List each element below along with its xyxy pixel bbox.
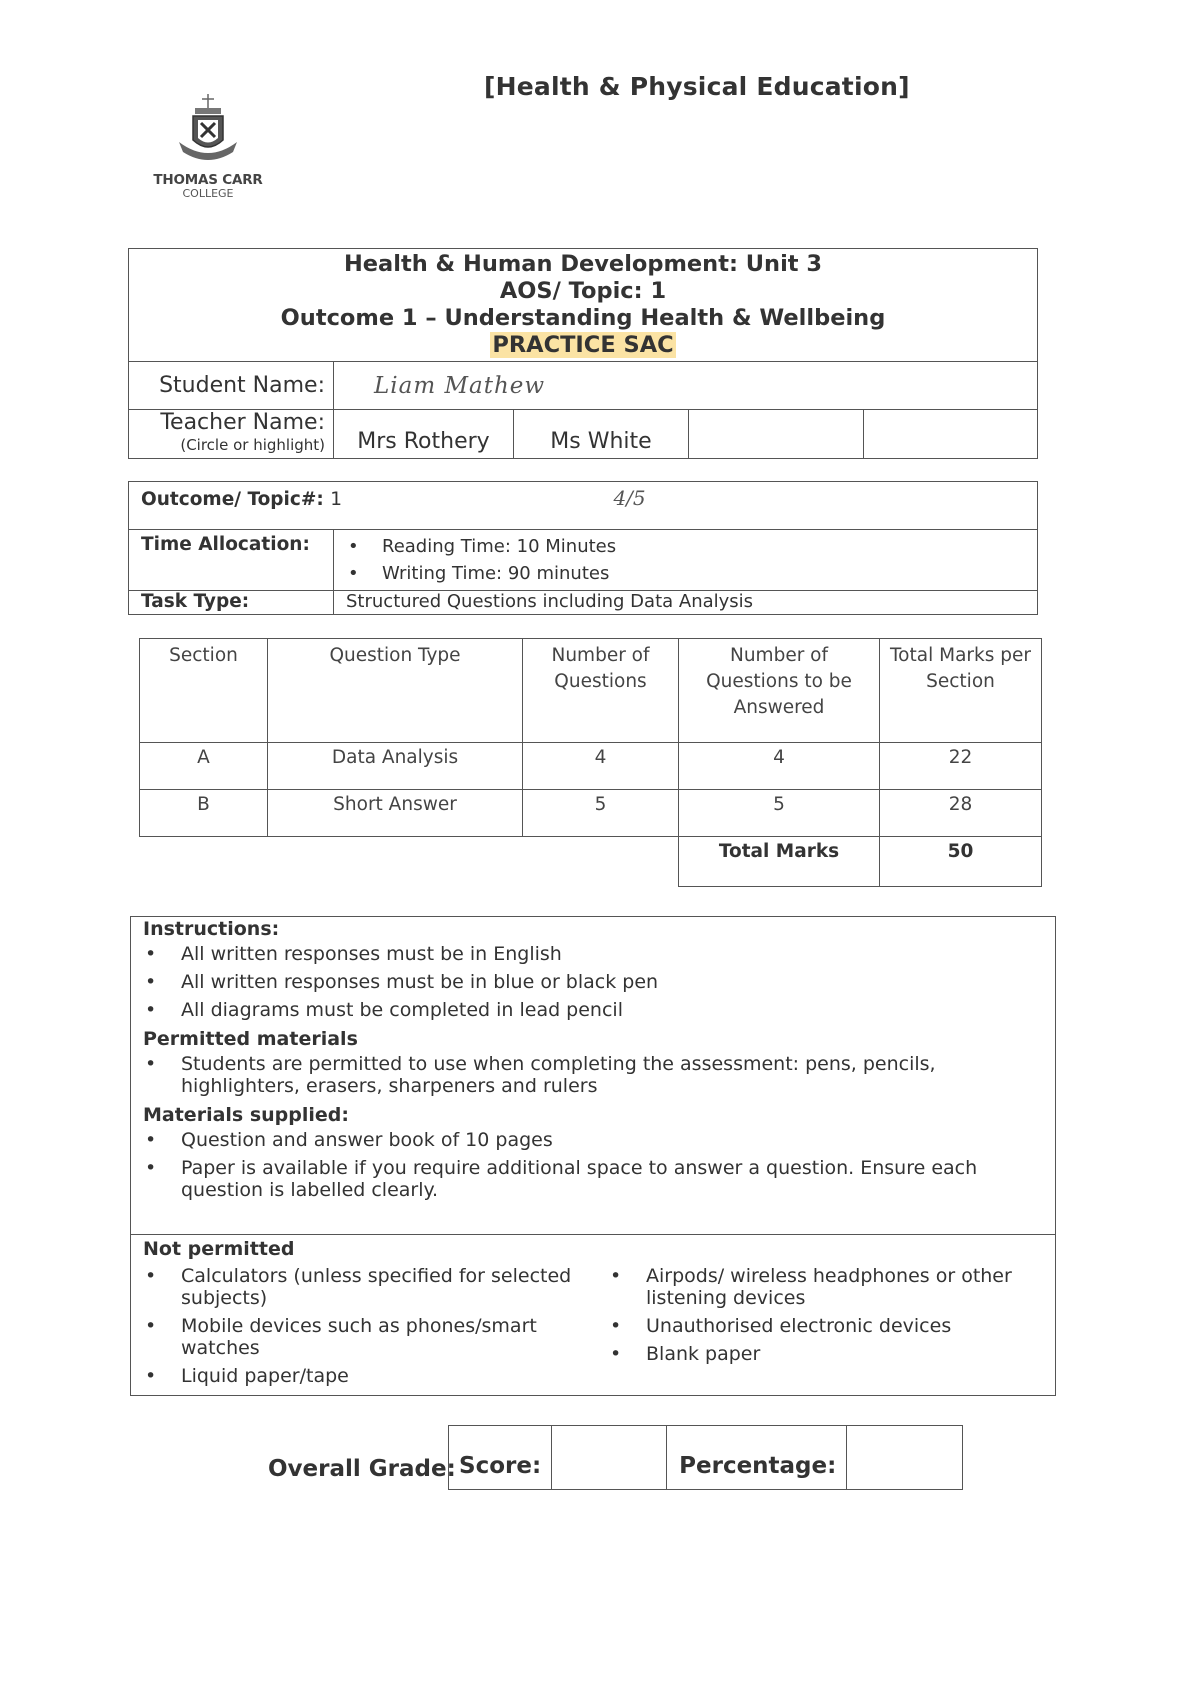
percentage-label: Percentage:: [667, 1426, 847, 1490]
list-item: • All diagrams must be completed in lead pencil: [143, 999, 1048, 1021]
total-marks-cell: 28: [880, 790, 1042, 837]
teacher-option-blank-2[interactable]: [864, 410, 1038, 459]
number-questions-cell: 5: [523, 790, 679, 837]
outcome-title: Outcome 1 – Understanding Health & Wellbeing: [280, 305, 886, 331]
teacher-option-rothery[interactable]: Mrs Rothery: [334, 410, 514, 459]
logo-line-2: COLLEGE: [182, 187, 234, 200]
list-item: • Airpods/ wireless headphones or other listening devices: [608, 1265, 1038, 1309]
table-row: [140, 790, 1042, 837]
reading-time-item: • Reading Time: 10 Minutes: [346, 533, 1025, 560]
assessment-header-table: [128, 248, 1038, 459]
student-name-label: Student Name:: [129, 362, 334, 410]
col-header-question-type: Question Type: [268, 639, 523, 743]
task-type-label: Task Type:: [129, 591, 334, 615]
teacher-name-label-cell: [129, 410, 334, 459]
divider: [131, 1234, 1055, 1235]
crest-icon: [173, 92, 243, 170]
department-heading: [Health & Physical Education]: [484, 72, 910, 101]
percentage-field[interactable]: [847, 1426, 963, 1490]
grade-table: [448, 1425, 963, 1490]
section-cell: B: [140, 790, 268, 837]
list-item: • Students are permitted to use when completing the assessment: pens, pencils, highlighters, erasers, sharpeners and rulers: [143, 1053, 1048, 1097]
questions-answered-cell: 5: [679, 790, 880, 837]
question-type-cell: Short Answer: [268, 790, 523, 837]
outcome-topic-label: Outcome/ Topic#:: [141, 489, 324, 510]
task-type-value: Structured Questions including Data Analysis: [334, 591, 1038, 615]
teacher-name-hint: (Circle or highlight): [180, 436, 325, 454]
not-permitted-heading: Not permitted: [143, 1238, 295, 1260]
total-marks-cell: 22: [880, 743, 1042, 790]
teacher-name-label: Teacher Name:: [160, 410, 325, 435]
list-item: • Question and answer book of 10 pages: [143, 1129, 1048, 1151]
list-item: • All written responses must be in blue or black pen: [143, 971, 1048, 993]
col-header-total-marks: Total Marks per Section: [880, 639, 1042, 743]
question-type-cell: Data Analysis: [268, 743, 523, 790]
time-allocation-value: [334, 530, 1038, 591]
col-header-questions-answered: Number of Questions to be Answered: [679, 639, 880, 743]
list-item: • Unauthorised electronic devices: [608, 1315, 1038, 1337]
sections-table: [139, 638, 1042, 887]
permitted-heading: Permitted materials: [143, 1028, 358, 1050]
list-item: • Liquid paper/tape: [143, 1365, 608, 1387]
practice-sac-label: PRACTICE SAC: [492, 332, 674, 358]
list-item: • Mobile devices such as phones/smart watches: [143, 1315, 608, 1359]
title-cell: [129, 249, 1038, 362]
score-label: Score:: [449, 1426, 552, 1490]
outcome-topic-row: [129, 482, 1038, 530]
time-allocation-label: Time Allocation:: [129, 530, 334, 591]
col-header-number-questions: Number of Questions: [523, 639, 679, 743]
student-name-field[interactable]: Liam Mathew: [334, 362, 1038, 410]
number-questions-cell: 4: [523, 743, 679, 790]
instructions-box: [130, 916, 1056, 1396]
topic-title: AOS/ Topic: 1: [499, 278, 667, 304]
logo-line-1: THOMAS CARR: [153, 172, 263, 188]
list-item: • Paper is available if you require additional space to answer a question. Ensure each question is labelled clearly.: [143, 1157, 1048, 1201]
unit-title: Health & Human Development: Unit 3: [343, 251, 823, 277]
teacher-option-white[interactable]: Ms White: [514, 410, 689, 459]
list-item: • All written responses must be in English: [143, 943, 1048, 965]
table-row: [140, 743, 1042, 790]
col-header-section: Section: [140, 639, 268, 743]
score-field[interactable]: [552, 1426, 667, 1490]
handwritten-mark: 4/5: [613, 486, 646, 510]
college-logo: [148, 92, 268, 199]
instructions-heading: Instructions:: [143, 918, 280, 940]
list-item: • Calculators (unless specified for selected subjects): [143, 1265, 608, 1309]
list-item: • Blank paper: [608, 1343, 1038, 1365]
section-cell: A: [140, 743, 268, 790]
overall-grade-label: Overall Grade:: [268, 1456, 456, 1482]
outcome-topic-value: 1: [330, 489, 342, 510]
assessment-details-table: [128, 481, 1038, 615]
writing-time-item: • Writing Time: 90 minutes: [346, 560, 1025, 587]
teacher-option-blank-1[interactable]: [689, 410, 864, 459]
total-marks-label: Total Marks: [679, 837, 880, 887]
questions-answered-cell: 4: [679, 743, 880, 790]
supplied-heading: Materials supplied:: [143, 1104, 349, 1126]
total-marks-value: 50: [880, 837, 1042, 887]
